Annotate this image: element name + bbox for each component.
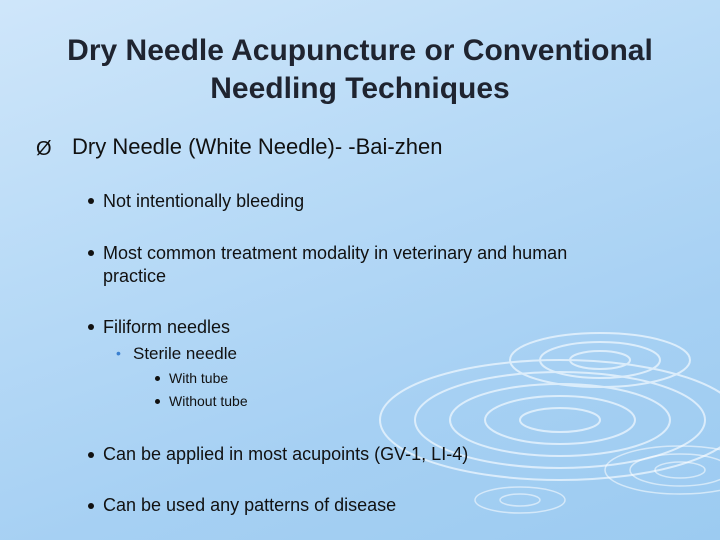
round-bullet-icon: [88, 324, 94, 330]
sub-point-text: Can be used any patterns of disease: [103, 495, 397, 515]
sub-point-text-line2: practice: [103, 266, 167, 286]
slide-title: Dry Needle Acupuncture or Conventional Needling Techniques: [67, 34, 653, 105]
round-bullet-icon: [88, 198, 94, 204]
sub-point-text: Can be applied in most acupoints (GV-1, LI-4): [103, 444, 469, 464]
round-bullet-icon: [88, 250, 94, 256]
arrowhead-bullet-icon: Ø: [36, 138, 52, 160]
small-bullet-icon: •: [116, 345, 121, 361]
sub-point-text-line1: Most common treatment modality in veterinary and human: [103, 243, 568, 263]
round-bullet-icon: [155, 376, 160, 381]
sub-point-text: Not intentionally bleeding: [103, 191, 305, 211]
detail-text: Sterile needle: [133, 344, 237, 363]
detail-item-text: With tube: [169, 370, 229, 386]
round-bullet-icon: [155, 399, 160, 404]
detail-item-text: Without tube: [169, 393, 248, 409]
sub-point-text: Filiform needles: [103, 317, 231, 337]
main-point-text: Dry Needle (White Needle)- -Bai-zhen: [72, 134, 443, 159]
round-bullet-icon: [88, 503, 94, 509]
round-bullet-icon: [88, 452, 94, 458]
